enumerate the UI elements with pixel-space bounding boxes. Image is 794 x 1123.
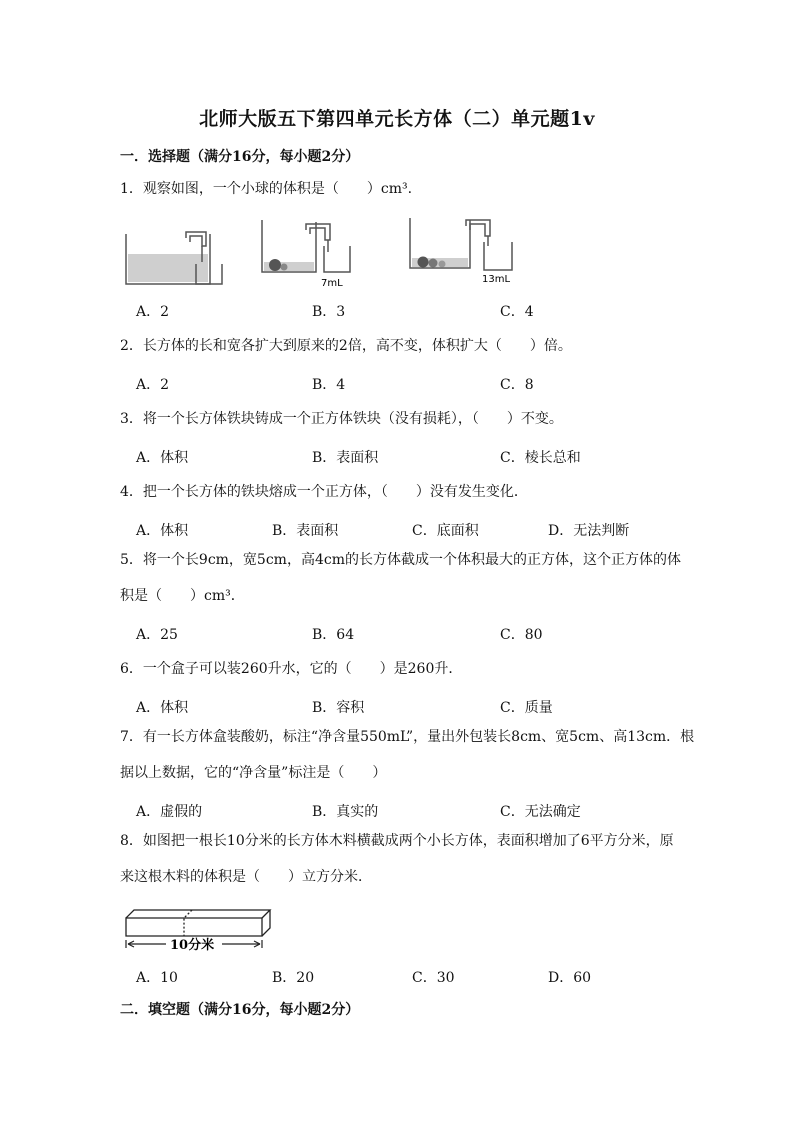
option-c[interactable]: C．8 <box>500 377 534 393</box>
question-6-options <box>136 697 696 715</box>
option-a[interactable]: A．虚假的 <box>136 804 203 820</box>
question-1-options <box>136 301 696 319</box>
question-8-figure <box>118 902 278 954</box>
length-label: 10分米 <box>170 938 215 953</box>
section-heading-choice: 一．选择题（满分16分，每小题2分） <box>120 149 360 165</box>
ball-icon <box>269 259 281 271</box>
section-heading-fill: 二．填空题（满分16分，每小题2分） <box>120 1002 360 1018</box>
option-b[interactable]: B．真实的 <box>312 804 379 820</box>
option-b[interactable]: B．20 <box>272 970 315 986</box>
question-5-options <box>136 624 696 642</box>
option-c[interactable]: C．80 <box>500 627 543 643</box>
option-c[interactable]: C．棱长总和 <box>500 450 581 466</box>
option-a[interactable]: A．2 <box>136 377 170 393</box>
question-8: 8．如图把一根长10分米的长方体木料横截成两个小长方体，表面积增加了6平方分米，原 <box>120 833 674 849</box>
option-c[interactable]: C．30 <box>412 970 455 986</box>
option-c[interactable]: C．无法确定 <box>500 804 581 820</box>
option-b[interactable]: B．4 <box>312 377 346 393</box>
page-title: 北师大版五下第四单元长方体（二）单元题1v <box>199 108 595 130</box>
question-3: 3．将一个长方体铁块铸成一个正方体铁块（没有损耗），（ ）不变。 <box>120 411 563 427</box>
question-6: 6．一个盒子可以装260升水，它的（ ）是260升． <box>120 661 463 677</box>
ball-icon <box>418 257 429 268</box>
option-b[interactable]: B．容积 <box>312 700 365 716</box>
option-d[interactable]: D．60 <box>548 970 592 986</box>
option-b[interactable]: B．表面积 <box>272 523 339 539</box>
container-a <box>126 232 222 284</box>
question-8-line-2: 来这根木料的体积是（ ）立方分米． <box>120 869 372 885</box>
question-4: 4．把一个长方体的铁块熔成一个正方体，（ ）没有发生变化． <box>120 484 528 500</box>
option-b[interactable]: B．表面积 <box>312 450 379 466</box>
option-b[interactable]: B．3 <box>312 304 346 320</box>
question-7: 7．有一长方体盒装酸奶，标注“净含量550mL”，量出外包装长8cm、宽5cm、高13cm．根 <box>120 729 695 745</box>
question-8-options <box>136 967 696 985</box>
option-a[interactable]: A．体积 <box>136 450 189 466</box>
question-5: 5．将一个长9cm，宽5cm，高4cm的长方体截成一个体积最大的正方体，这个正方体的体 <box>120 552 681 568</box>
option-d[interactable]: D．无法判断 <box>548 523 630 539</box>
option-a[interactable]: A．体积 <box>136 523 189 539</box>
option-b[interactable]: B．64 <box>312 627 355 643</box>
option-c[interactable]: C．底面积 <box>412 523 479 539</box>
question-7-line-2: 据以上数据，它的“净含量”标注是（ ） <box>120 765 387 781</box>
question-2-options <box>136 374 696 392</box>
question-7-options <box>136 801 696 819</box>
option-a[interactable]: A．体积 <box>136 700 189 716</box>
question-2: 2．长方体的长和宽各扩大到原来的2倍，高不变，体积扩大（ ）倍。 <box>120 338 572 354</box>
question-1: 1．观察如图，一个小球的体积是（ ）cm³. <box>120 181 413 197</box>
option-c[interactable]: C．质量 <box>500 700 553 716</box>
wood-block <box>126 910 270 936</box>
question-1-figure <box>118 212 538 294</box>
question-5-line-2: 积是（ ）cm³． <box>120 588 245 604</box>
option-a[interactable]: A．10 <box>136 970 178 986</box>
question-3-options <box>136 447 696 465</box>
option-a[interactable]: A．25 <box>136 627 178 643</box>
volume-label-b: 7mL <box>321 278 343 289</box>
option-a[interactable]: A．2 <box>136 304 170 320</box>
question-4-options <box>136 520 696 538</box>
volume-label-c: 13mL <box>482 274 511 285</box>
option-c[interactable]: C．4 <box>500 304 534 320</box>
